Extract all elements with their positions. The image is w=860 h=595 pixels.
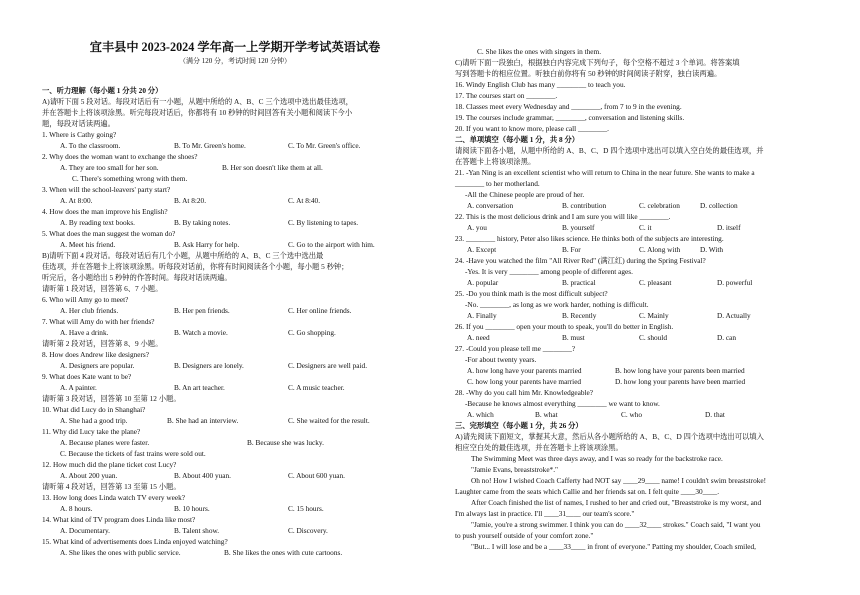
- text-segment: A. popular: [467, 278, 499, 287]
- text-line: [42, 130, 428, 141]
- text-line: [455, 399, 855, 410]
- text-segment: C. how long your parents have married: [467, 377, 582, 386]
- text-segment: A. how long have your parents married: [467, 366, 582, 375]
- text-segment: -No. ________, as long as we work harder, nothing is difficult.: [465, 300, 649, 309]
- text-line: [455, 476, 855, 487]
- text-segment: 7. What will Amy do with her friends?: [42, 317, 155, 326]
- text-line: [42, 229, 428, 240]
- text-segment: C. 15 hours.: [288, 504, 324, 513]
- text-segment: B. An art teacher.: [174, 383, 225, 392]
- text-line: [42, 460, 428, 471]
- text-segment: 13. How long does Linda watch TV every week?: [42, 493, 185, 502]
- text-line: [42, 196, 428, 207]
- text-segment: Oh no! How I wished Coach Cafferty had NOT say ____29____ name! I couldn't swim breaststroke!: [471, 476, 767, 485]
- text-line: [455, 223, 855, 234]
- text-segment: 写到答题卡的相应位置。听独白前你将有 50 秒钟的时间阅读子附穿，独白读两遍。: [455, 69, 722, 78]
- text-segment: A. you: [467, 223, 487, 232]
- text-segment: C. it: [639, 223, 652, 232]
- text-line: [455, 179, 855, 190]
- text-segment: A. To the classroom.: [60, 141, 121, 150]
- text-segment: B. yourself: [562, 223, 595, 232]
- text-line: [455, 388, 855, 399]
- text-segment: B. To Mr. Green's home.: [174, 141, 246, 150]
- text-line: [455, 443, 855, 454]
- text-line: [455, 355, 855, 366]
- text-line: [42, 119, 428, 130]
- text-segment: 佳选项，并在答题卡上将该项涂黑。听每段对话前，你将有时间阅读各个小题，每小题 5 秒钟；: [42, 262, 349, 271]
- text-line: [42, 427, 428, 438]
- text-segment: B. For: [562, 245, 581, 254]
- text-segment: to push yourself outside of your comfort zone.": [455, 531, 594, 540]
- text-line: [42, 416, 428, 427]
- text-line: [42, 526, 428, 537]
- text-line: [455, 201, 855, 212]
- text-segment: A)请听下面 5 段对话。每段对话后有一小题，从题中所给的 A、B、C 三个选项中选出最佳选项，: [42, 97, 353, 106]
- text-segment: "But... I will lose and be a ____33____ in front of everyone." Patting my shoulder, Coach smiled,: [471, 542, 756, 551]
- text-line: [455, 509, 855, 520]
- text-line: [455, 245, 855, 256]
- text-line: [455, 58, 855, 69]
- text-segment: 相应空白处的最佳选项，并在答题卡上将该项涂黑。: [455, 443, 623, 452]
- text-line: [455, 454, 855, 465]
- text-segment: C. Designers are well paid.: [288, 361, 368, 370]
- text-line: [42, 317, 428, 328]
- text-segment: B. Recently: [562, 311, 597, 320]
- text-segment: 15. What kind of advertisements does Linda enjoyed watching?: [42, 537, 228, 546]
- text-line: [42, 449, 428, 460]
- text-line: [455, 256, 855, 267]
- text-segment: 请听第 3 段对话，回答第 10 至第 12 小题。: [42, 394, 181, 403]
- text-segment: C. celebration: [639, 201, 680, 210]
- text-segment: B. Talent show.: [174, 526, 220, 535]
- text-segment: A. which: [467, 410, 494, 419]
- text-segment: D. can: [717, 333, 737, 342]
- text-line: [455, 113, 855, 124]
- text-segment: -All the Chinese people are proud of her.: [465, 190, 585, 199]
- text-line: [455, 168, 855, 179]
- text-segment: 9. What does Kate want to be?: [42, 372, 132, 381]
- text-segment: A. A painter.: [60, 383, 97, 392]
- text-segment: -Yes. It is very ________ among people of different ages.: [465, 267, 633, 276]
- text-line: [42, 504, 428, 515]
- text-segment: A. About 200 yuan.: [60, 471, 118, 480]
- text-segment: C. pleasant: [639, 278, 672, 287]
- text-segment: B. By taking notes.: [174, 218, 231, 227]
- text-line: [455, 344, 855, 355]
- text-line: [42, 537, 428, 548]
- text-segment: 请听第 2 段对话，回答第 8、9 小题。: [42, 339, 163, 348]
- text-segment: 请听第 4 段对话，回答第 13 至第 15 小题。: [42, 482, 181, 491]
- text-line: [42, 493, 428, 504]
- section-heading: 三、完形填空（每小题 1 分，共 26 分）: [455, 421, 583, 430]
- text-line: [455, 80, 855, 91]
- text-line: [42, 372, 428, 383]
- text-segment: B. She likes the ones with cute cartoons.: [224, 548, 343, 557]
- text-segment: A. Meet his friend.: [60, 240, 116, 249]
- text-line: [42, 207, 428, 218]
- text-line: [455, 366, 855, 377]
- text-segment: A)请先阅读下面短文，掌握其大意，然后从各小题所给的 A、B、C、D 四个选项中选出可以填入: [455, 432, 764, 441]
- text-line: [42, 163, 428, 174]
- text-segment: 题，每段对话读两遍。: [42, 119, 115, 128]
- text-segment: C. Discovery.: [288, 526, 328, 535]
- text-segment: 18. Classes meet every Wednesday and ________, from 7 to 9 in the evening.: [455, 102, 682, 111]
- text-line: [455, 432, 855, 443]
- text-segment: 2. Why does the woman want to exchange the shoes?: [42, 152, 198, 161]
- text-segment: 28. -Why do you call him Mr. Knowledgeable?: [455, 388, 593, 397]
- text-line: [455, 135, 855, 146]
- text-line: [455, 278, 855, 289]
- text-segment: A. Finally: [467, 311, 497, 320]
- text-line: [42, 86, 428, 97]
- text-line: [42, 108, 428, 119]
- text-segment: B. At 8:20.: [174, 196, 207, 205]
- text-segment: B. Because she was lucky.: [247, 438, 324, 447]
- text-segment: D. itself: [717, 223, 741, 232]
- text-segment: C. She waited for the result.: [288, 416, 370, 425]
- text-line: [455, 498, 855, 509]
- text-line: [455, 212, 855, 223]
- text-segment: B. what: [535, 410, 558, 419]
- text-segment: A. Because planes were faster.: [60, 438, 150, 447]
- text-line: [42, 328, 428, 339]
- text-line: [42, 240, 428, 251]
- text-segment: C. who: [621, 410, 643, 419]
- text-line: [455, 234, 855, 245]
- text-line: [42, 141, 428, 152]
- text-line: [42, 185, 428, 196]
- text-segment: C. A music teacher.: [288, 383, 345, 392]
- text-line: [42, 438, 428, 449]
- text-line: [455, 333, 855, 344]
- text-segment: 10. What did Lucy do in Shanghai?: [42, 405, 146, 414]
- text-segment: 22. This is the most delicious drink and I am sure you will like ________.: [455, 212, 671, 221]
- text-segment: 5. What does the man suggest the woman do?: [42, 229, 176, 238]
- text-segment: C. Her online friends.: [288, 306, 352, 315]
- text-segment: 6. Who will Amy go to meet?: [42, 295, 129, 304]
- section-heading: 一、听力理解（每小题 1 分共 20 分）: [42, 86, 163, 95]
- text-segment: ________ to her motherland.: [455, 179, 540, 188]
- text-segment: 请阅读下面各小题，从题中所给的 A、B、C、D 四个选项中选出可以填入空白处的最佳选项，并: [455, 146, 764, 155]
- text-line: [42, 383, 428, 394]
- text-line: [42, 515, 428, 526]
- text-segment: -For about twenty years.: [465, 355, 537, 364]
- text-segment: 25. -Do you think math is the most difficult subject?: [455, 289, 608, 298]
- text-segment: D. Actually: [717, 311, 751, 320]
- text-line: [42, 218, 428, 229]
- text-segment: 24. -Have you watched the film "All River Red" (满江红) during the Spring Festival?: [455, 256, 706, 265]
- text-segment: A. Except: [467, 245, 497, 254]
- text-line: [42, 394, 428, 405]
- text-line: [455, 520, 855, 531]
- text-segment: D. collection: [700, 201, 738, 210]
- text-line: [42, 251, 428, 262]
- text-segment: D. With: [700, 245, 724, 254]
- text-line: [455, 487, 855, 498]
- text-segment: A. They are too small for her son.: [60, 163, 159, 172]
- section-heading: 二、单项填空（每小题 1 分，共 8 分）: [455, 135, 580, 144]
- text-segment: A. 8 hours.: [60, 504, 93, 513]
- text-line: [42, 405, 428, 416]
- text-segment: 27. -Could you please tell me ________?: [455, 344, 576, 353]
- text-segment: 并在答题卡上将该项涂黑。听完每段对话后，你都将有 10 秒钟的时间回答有关小题和阅读下今小: [42, 108, 353, 117]
- text-segment: C. Along with: [639, 245, 681, 254]
- text-line: [42, 471, 428, 482]
- text-segment: 20. If you want to know more, please call ________.: [455, 124, 610, 133]
- text-line: [455, 377, 855, 388]
- text-segment: B. Ask Harry for help.: [174, 240, 240, 249]
- text-segment: D. powerful: [717, 278, 753, 287]
- left-column: [42, 0, 428, 557]
- text-segment: 16. Windy English Club has many ________ to teach you.: [455, 80, 626, 89]
- text-segment: B. About 400 yuan.: [174, 471, 231, 480]
- text-segment: B. Her pen friends.: [174, 306, 230, 315]
- text-segment: 14. What kind of TV program does Linda like most?: [42, 515, 196, 524]
- text-line: [455, 531, 855, 542]
- text-line: [455, 102, 855, 113]
- text-segment: A. At 8:00.: [60, 196, 93, 205]
- text-segment: 17. The courses start on ________.: [455, 91, 558, 100]
- text-segment: B)请听下面 4 段对话。每段对话后有几个小题，从题中所给的 A、B、C 三个选中选出最: [42, 251, 324, 260]
- text-line: [455, 542, 855, 553]
- page-title: 宜丰县中 2023-2024 学年高一上学期开学考试英语试卷: [89, 40, 381, 54]
- text-segment: B. Designers are lonely.: [174, 361, 244, 370]
- text-line: [455, 289, 855, 300]
- text-segment: 23. ________ history, Peter also likes science. He thinks both of the subjects are interesting.: [455, 234, 724, 243]
- text-segment: C. Go shopping.: [288, 328, 336, 337]
- text-line: [455, 157, 855, 168]
- text-line: [455, 300, 855, 311]
- text-segment: 21. -Yan Ning is an excellent scientist who will return to China in the near future. She wants to make a: [455, 168, 755, 177]
- text-segment: A. By reading text books.: [60, 218, 135, 227]
- text-line: [42, 97, 428, 108]
- text-line: [455, 421, 855, 432]
- text-segment: B. Watch a movie.: [174, 328, 228, 337]
- text-segment: C. She likes the ones with singers in them.: [477, 47, 602, 56]
- text-segment: D. how long your parents have been married: [615, 377, 746, 386]
- text-line: [455, 267, 855, 278]
- text-segment: C. Because the tickets of fast trains were sold out.: [60, 449, 206, 458]
- text-segment: B. She had an interview.: [167, 416, 239, 425]
- text-line: [42, 306, 428, 317]
- text-segment: -Because he knows almost everything ________ we want to know.: [465, 399, 660, 408]
- text-segment: C. At 8:40.: [288, 196, 321, 205]
- text-segment: The Swimming Meet was three days away, and I was so ready for the backstroke race.: [471, 454, 723, 463]
- text-segment: A. Documentary.: [60, 526, 110, 535]
- text-segment: "Jamie Evans, breaststroke*.": [471, 465, 559, 474]
- text-segment: 请听第 1 段对话，回答第 6、7 小题。: [42, 284, 163, 293]
- text-segment: B. 10 hours.: [174, 504, 210, 513]
- text-segment: B. contribution: [562, 201, 607, 210]
- text-segment: C. should: [639, 333, 667, 342]
- text-line: [42, 174, 428, 185]
- text-segment: Laughter came from the seats which Callie and her friends sat on. I felt quite ____30____.: [455, 487, 720, 496]
- text-segment: A. conversation: [467, 201, 514, 210]
- text-line: [455, 47, 855, 58]
- text-segment: B. must: [562, 333, 585, 342]
- text-segment: A. She likes the ones with public service.: [60, 548, 181, 557]
- text-line: [42, 284, 428, 295]
- text-line: [42, 350, 428, 361]
- text-segment: 8. How does Andrew like designers?: [42, 350, 149, 359]
- text-segment: 12. How much did the plane ticket cost Lucy?: [42, 460, 177, 469]
- text-segment: 4. How does the man improve his English?: [42, 207, 168, 216]
- text-segment: D. that: [705, 410, 725, 419]
- text-line: [42, 295, 428, 306]
- text-segment: B. practical: [562, 278, 596, 287]
- text-segment: A. need: [467, 333, 490, 342]
- text-segment: 11. Why did Lucy take the plane?: [42, 427, 141, 436]
- text-line: [42, 273, 428, 284]
- text-segment: 1. Where is Cathy going?: [42, 130, 117, 139]
- text-segment: C. Go to the airport with him.: [288, 240, 375, 249]
- text-line: [42, 548, 428, 559]
- text-segment: "Jamie, you're a strong swimmer. I think you can do ____32____ strokes." Coach said, "I want you: [471, 520, 761, 529]
- text-segment: A. Have a drink.: [60, 328, 109, 337]
- text-segment: 在答题卡上将该项涂黑。: [455, 157, 536, 166]
- text-segment: A. Designers are popular.: [60, 361, 135, 370]
- text-line: [455, 465, 855, 476]
- text-line: [455, 69, 855, 80]
- text-line: [42, 339, 428, 350]
- text-segment: B. Her son doesn't like them at all.: [222, 163, 323, 172]
- text-segment: C. There's something wrong with them.: [72, 174, 188, 183]
- text-line: [455, 124, 855, 135]
- text-segment: 26. If you ________ open your mouth to speak, you'll do better in English.: [455, 322, 674, 331]
- text-line: [455, 322, 855, 333]
- text-line: [455, 146, 855, 157]
- text-segment: 19. The courses include grammar, ________, conversation and listening skills.: [455, 113, 685, 122]
- text-segment: B. how long have your parents been married: [615, 366, 745, 375]
- text-segment: C. Mainly: [639, 311, 669, 320]
- text-segment: C. To Mr. Green's office.: [288, 141, 361, 150]
- text-line: [42, 262, 428, 273]
- text-line: [455, 190, 855, 201]
- text-segment: A. Her club friends.: [60, 306, 119, 315]
- text-segment: C. About 600 yuan.: [288, 471, 345, 480]
- text-line: [455, 410, 855, 421]
- text-line: [42, 482, 428, 493]
- page-subtitle: （满分 120 分，考试时间 120 分钟）: [179, 57, 291, 65]
- text-segment: A. She had a good trip.: [60, 416, 128, 425]
- text-segment: C. By listening to tapes.: [288, 218, 359, 227]
- text-segment: 听完后，各小题给出 5 秒钟的作答时间。每段对话读两遍。: [42, 273, 232, 282]
- text-segment: After Coach finished the list of names, I rushed to her and cried out, "Breaststroke is my worst, and: [471, 498, 762, 507]
- text-segment: C)请听下面一段独白，根据独白内容完成下列句子，每个空格不超过 3 个单词。将答案填: [455, 58, 740, 67]
- text-line: [42, 152, 428, 163]
- text-segment: 3. When will the school-leavers' party start?: [42, 185, 171, 194]
- text-line: [42, 361, 428, 372]
- text-segment: I'm always last in practice. I'll ____31____ our team's score.": [455, 509, 635, 518]
- text-line: [455, 311, 855, 322]
- text-line: [455, 91, 855, 102]
